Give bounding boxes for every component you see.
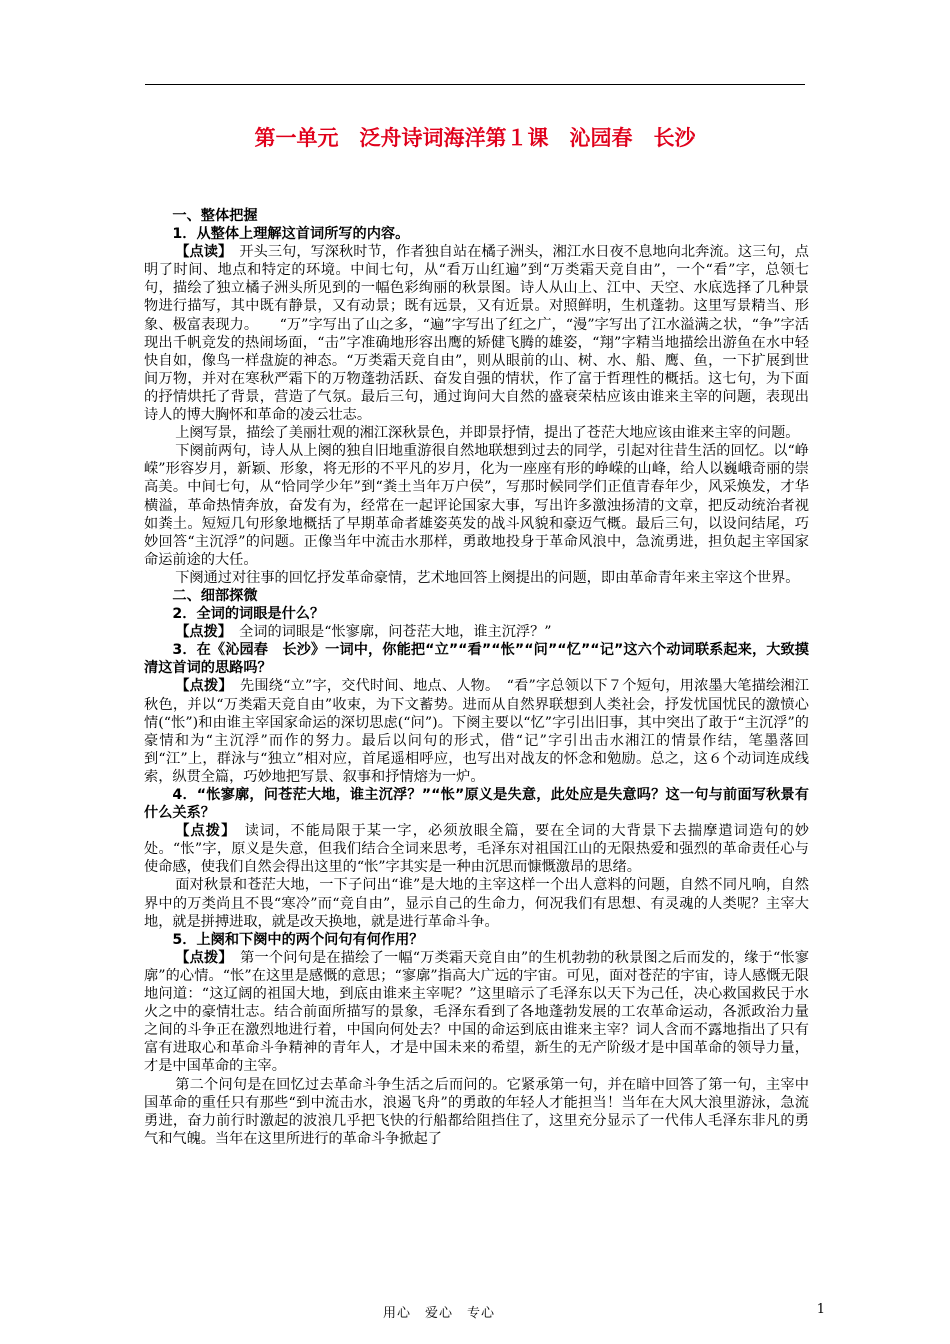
answer-4-paragraph-1: 【点拨】 读词，不能局限于某一字，必须放眼全篇，要在全词的大背景下去揣摩遣词造句的妙处。“怅”字，原义是失意，但我们结合全词来思考，毛泽东对祖国江山的无限热爱和强烈的革命责任心与使命感，使我们自然会得出这里的“怅”字其实是一种由沉思而慷慨激昂的思绪。 xyxy=(144,823,809,876)
answer-1-paragraph-1: 【点读】 开头三句，写深秋时节，作者独自站在橘子洲头，湘江水日夜不息地向北奔流。这三句，点明了时间、地点和特定的环境。中间七句，从“看万山红遍”到“万类霜天竞自由”，一个“看”字，总领七句，描绘了独立橘子洲头所见到的一幅色彩绚丽的秋景图。诗人从山上、江中、天空、水底选择了几种景物进行描写，其中既有静景，又有动景；既有远景，又有近景。对照鲜明，生机蓬勃。这里写景精当、形象、极富表现力。 “万”字写出了山之多，“遍”字写出了红之广，“漫”字写出了江水溢满之状，“争”字活现出千帆竞发的热闹场面，“击”字准确地形容出鹰的矫健飞腾的雄姿，“翔”字精当地描绘出游鱼在水中轻快自如，像鸟一样盘旋的神态。“万类霜天竞自由”，则从眼前的山、树、水、船、鹰、鱼，一下扩展到世间万物，并对在寒秋严霜下的万物蓬勃活跃、奋发自强的情状，作了富于哲理性的概括。这七句，为下面的抒情烘托了背景，营造了气氛。最后三句，通过询问大自然的盛衰荣枯应该由谁来主宰的问题，表现出诗人的博大胸怀和革命的凌云壮志。 xyxy=(144,244,809,424)
document-body xyxy=(144,207,809,1148)
question-1: 1．从整体上理解这首词所写的内容。 xyxy=(172,226,410,243)
dianbo-tag: 【点拨】 xyxy=(175,678,226,695)
section-heading-details: 二、细部探微 xyxy=(172,587,258,604)
answer-1-paragraph-4: 下阕通过对往事的回忆抒发革命豪情，艺术地回答上阕提出的问题，即由革命青年来主宰这个世界。 xyxy=(175,569,800,586)
answer-4-paragraph-2: 面对秋景和苍茫大地，一下子问出“谁”是大地的主宰这样一个出人意料的问题，自然不同凡响，自然界中的万类尚且不畏“寒冷”而“竞自由”，显示自己的生命力，何况我们有思想、有灵魂的人类呢？主宰大地，就是拼搏进取，就是改天换地，就是进行革命斗争。 xyxy=(144,877,809,930)
answer-2: 【点拨】 全词的词眼是“怅寥廓，问苍茫大地，谁主沉浮？” xyxy=(175,624,552,641)
answer-5-paragraph-2: 第二个问句是在回忆过去革命斗争生活之后而问的。它紧承第一句，并在暗中回答了第一句，主宰中国革命的重任只有那些“到中流击水，浪遏飞舟”的勇敢的年轻人才能担当！当年在大风大浪里游泳，急流勇进，奋力前行时激起的波浪几乎把飞快的行船都给阻挡住了，这里充分显示了一代伟人毛泽东非凡的勇气和气魄。当年在这里所进行的革命斗争掀起了 xyxy=(144,1076,809,1147)
header-rule xyxy=(145,84,805,85)
answer-3: 【点拨】 先围绕“立”字，交代时间、地点、人物。 “看”字总领以下７个短句，用浓墨大笔描绘湘江秋色，并以“万类霜天竞自由”收束，为下文蓄势。进而从自然界联想到人类社会，抒发忧国忧民的激愤心情(“怅”)和由谁主宰国家命运的深切思虑(“问”)。下阕主要以“忆”字引出旧事，其中突出了敢于“主沉浮”的豪情和为“主沉浮”而作的努力。最后以问句的形式，借“记”字引出击水湘江的情景作结，笔墨落回到“江”上，群泳与“独立”相对应，首尾遥相呼应，也写出对战友的怀念和勉励。总之，这６个动词连成线索，纵贯全篇，巧妙地把写景、叙事和抒情熔为一炉。 xyxy=(144,678,809,785)
question-3: 3．在《沁园春 长沙》一词中，你能把“立”“看”“怅”“问”“忆”“记”这六个动词联系起来，大致摸清这首词的思路吗？ xyxy=(144,642,809,677)
answer-1-paragraph-3: 下阕前两句，诗人从上阕的独自旧地重游很自然地联想到过去的同学，引起对往昔生活的回忆。以“峥嵘”形容岁月，新颖、形象，将无形的不平凡的岁月，化为一座座有形的峥嵘的山峰，给人以巍峨奇丽的崇高美。中间七句，从“恰同学少年”到“粪土当年万户侯”，写那时候同学们正值青春年少，风采焕发，才华横溢，革命热情奔放，奋发有为，经常在一起评论国家大事，写出许多激浊扬清的文章，把反动统治者视如粪土。短短几句形象地概括了早期革命者雄姿英发的战斗风貌和豪迈气概。最后三句，以设问结尾，巧妙回答“主沉浮”的问题。正像当年中流击水那样，勇敢地投身于革命风浪中，急流勇进，担负起主宰国家命运前途的大任。 xyxy=(144,443,809,568)
question-4: 4．“怅寥廓，问苍茫大地，谁主沉浮？”“怅”原义是失意，此处应是失意吗？这一句与前面写秋景有什么关系？ xyxy=(144,787,809,822)
dianbo-tag: 【点拨】 xyxy=(175,823,230,840)
section-heading-overall: 一、整体把握 xyxy=(172,208,258,224)
page-title: 第一单元 泛舟诗词海洋第１课 沁园春 长沙 xyxy=(254,126,696,150)
question-5: 5．上阕和下阕中的两个问句有何作用？ xyxy=(172,931,424,948)
dianbo-tag: 【点拨】 xyxy=(175,949,226,966)
footer-motto: 用心 爱心 专心 xyxy=(383,1306,496,1321)
answer-5-paragraph-1: 【点拨】 第一个问句是在描绘了一幅“万类霜天竞自由”的生机勃勃的秋景图之后而发的，缘于“怅寥廓”的心情。“怅”在这里是感慨的意思；“寥廓”指高大广远的宇宙。可见，面对苍茫的宇宙，诗人感慨无限地问道：“这辽阔的祖国大地，到底由谁来主宰呢？”这里暗示了毛泽东以天下为己任，决心救国救民于水火之中的豪情壮志。结合前面所描写的景象，毛泽东看到了各地蓬勃发展的工农革命运动，各派政治力量之间的斗争正在激烈地进行着，中国向何处去？中国的命运到底由谁来主宰？词人含而不露地指出了只有富有进取心和革命斗争精神的青年人，才是中国未来的希望，新生的无产阶级才是中国革命的领导力量，才是中国革命的主宰。 xyxy=(144,949,809,1075)
dudu-tag: 【点读】 xyxy=(175,244,226,261)
dianbo-tag: 【点拨】 xyxy=(175,624,225,641)
answer-1-paragraph-2: 上阕写景，描绘了美丽壮观的湘江深秋景色，并即景抒情，提出了苍茫大地应该由谁来主宰的问题。 xyxy=(175,425,800,442)
page-number: 1 xyxy=(816,1302,825,1317)
question-2: 2．全词的词眼是什么？ xyxy=(172,606,325,623)
